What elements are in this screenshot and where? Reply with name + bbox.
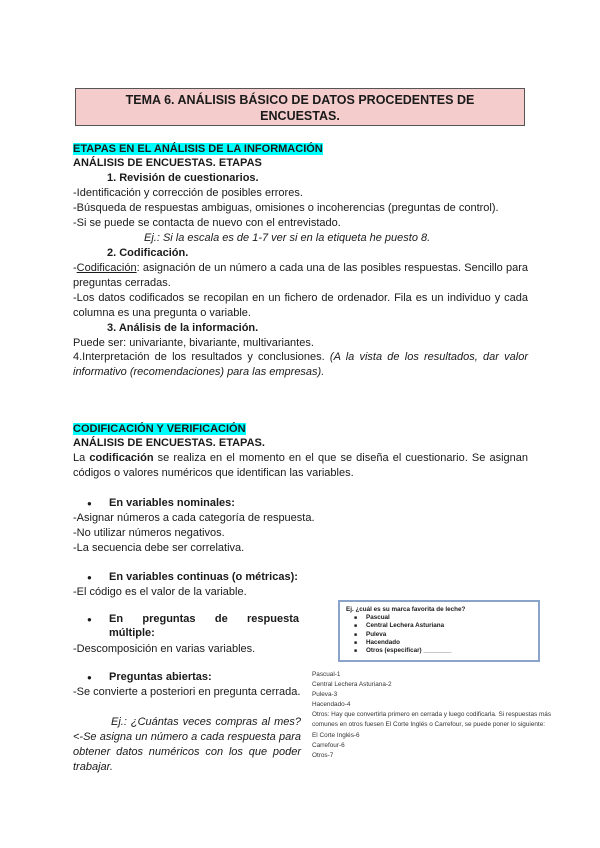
bullet-nominales: ● En variables nominales: xyxy=(109,496,235,510)
section2-heading: CODIFICACIÓN Y VERIFICACIÓN xyxy=(73,423,246,435)
code-line: Otros-7 xyxy=(312,752,334,759)
section2-subheading: ANÁLISIS DE ENCUESTAS. ETAPAS. xyxy=(73,437,265,449)
bullet-continuas: ● En variables continuas (o métricas): xyxy=(109,570,298,584)
item3-title: 3. Análisis de la información. xyxy=(107,322,259,334)
code-line: Hacendado-4 xyxy=(312,701,351,708)
item4-italic: (A la vista de los resultados, dar valor informativo (recomendaciones) para las empresas). xyxy=(73,351,528,378)
b4-text: -Se convierte a posteriori en pregunta cerrada. xyxy=(73,686,301,698)
title-box xyxy=(75,88,525,126)
item1-line-1: -Identificación y corrección de posibles errores. xyxy=(73,187,303,199)
title-line-2: ENCUESTAS. xyxy=(260,109,340,123)
intro-b: se realiza en el momento en el que se diseña el cuestionario. Se asignan códigos o valores numéricos que identifican las variables. xyxy=(73,452,528,479)
code-line: Central Lechera Asturiana-2 xyxy=(312,681,392,688)
item1-line-2: -Búsqueda de respuestas ambiguas, omisiones o incoherencias (preguntas de control). xyxy=(73,202,499,214)
item4-text: 4.Interpretación de los resultados y conclusiones. xyxy=(73,351,330,363)
b1-line-3: -La secuencia debe ser correlativa. xyxy=(73,542,245,554)
figure-option: ■ Hacendado xyxy=(354,639,538,647)
survey-question-figure xyxy=(338,600,540,662)
code-line: Pascual-1 xyxy=(312,671,341,678)
item4-paragraph xyxy=(73,350,528,380)
figure-option: ■ Central Lechera Asturiana xyxy=(354,622,538,630)
section1-heading: ETAPAS EN EL ANÁLISIS DE LA INFORMACIÓN xyxy=(73,143,323,155)
item2-title: 2. Codificación. xyxy=(107,247,189,259)
item3-line: Puede ser: univariante, bivariante, multivariantes. xyxy=(73,337,314,349)
code-line: Puleva-3 xyxy=(312,691,338,698)
item1-title: 1. Revisión de cuestionarios. xyxy=(107,172,259,184)
title-line-1: TEMA 6. ANÁLISIS BÁSICO DE DATOS PROCEDENTES DE xyxy=(125,93,475,107)
item2-paragraph-2: -Los datos codificados se recopilan en un fichero de ordenador. Fila es un individuo y cada columna es una pregunta o variable. xyxy=(73,292,528,319)
figure-option: ■ Otros (especificar) ________ xyxy=(354,647,538,655)
b1-line-2: -No utilizar números negativos. xyxy=(73,527,225,539)
item2-p1-rest: : asignación de un número a cada una de las posibles respuestas. Sencillo para preguntas cerradas. xyxy=(73,262,528,289)
codificacion-term: Codificación xyxy=(76,262,137,274)
b4-example: Ej.: ¿Cuántas veces compras al mes?<-Se asigna un número a cada respuesta para obtener datos numéricos con los que poder trabajar. xyxy=(73,716,301,773)
figure-option: ■ Puleva xyxy=(354,631,538,639)
code-line: Otros: Hay que convertirla primero en cerrada y luego codificarla. Si respuestas más xyxy=(312,711,552,718)
code-line: comunes en otros fuesen El Corte Inglés o Carrefour, se puede poner lo siguiente: xyxy=(312,721,546,728)
figure-option: ■ Pascual xyxy=(354,614,538,622)
b2-line: -El código es el valor de la variable. xyxy=(73,586,247,598)
code-line: Carrefour-6 xyxy=(312,742,345,749)
section2-intro xyxy=(73,451,528,481)
section1-subheading: ANÁLISIS DE ENCUESTAS. ETAPAS xyxy=(73,157,262,169)
b1-line-1: -Asignar números a cada categoría de respuesta. xyxy=(73,512,315,524)
item2-paragraph-1: -Codificación: asignación de un número a cada una de las posibles respuestas. Sencillo para preguntas cerradas. xyxy=(73,262,528,289)
b3-line: -Descomposición en varias variables. xyxy=(73,643,256,655)
bullet-abiertas: ● Preguntas abiertas: xyxy=(109,670,212,684)
intro-a: La xyxy=(73,452,90,464)
bullet-multiple: ● En preguntas de respuesta múltiple: xyxy=(109,612,299,640)
code-line: El Corte Inglés-6 xyxy=(312,732,360,739)
item1-line-3: -Si se puede se contacta de nuevo con el entrevistado. xyxy=(73,217,341,229)
intro-bold: codificación xyxy=(89,452,154,464)
item1-example: Ej.: Si la escala es de 1-7 ver si en la etiqueta he puesto 8. xyxy=(144,232,431,244)
figure-question: Ej. ¿cuál es su marca favorita de leche? xyxy=(346,606,466,613)
figure-options xyxy=(346,614,538,655)
